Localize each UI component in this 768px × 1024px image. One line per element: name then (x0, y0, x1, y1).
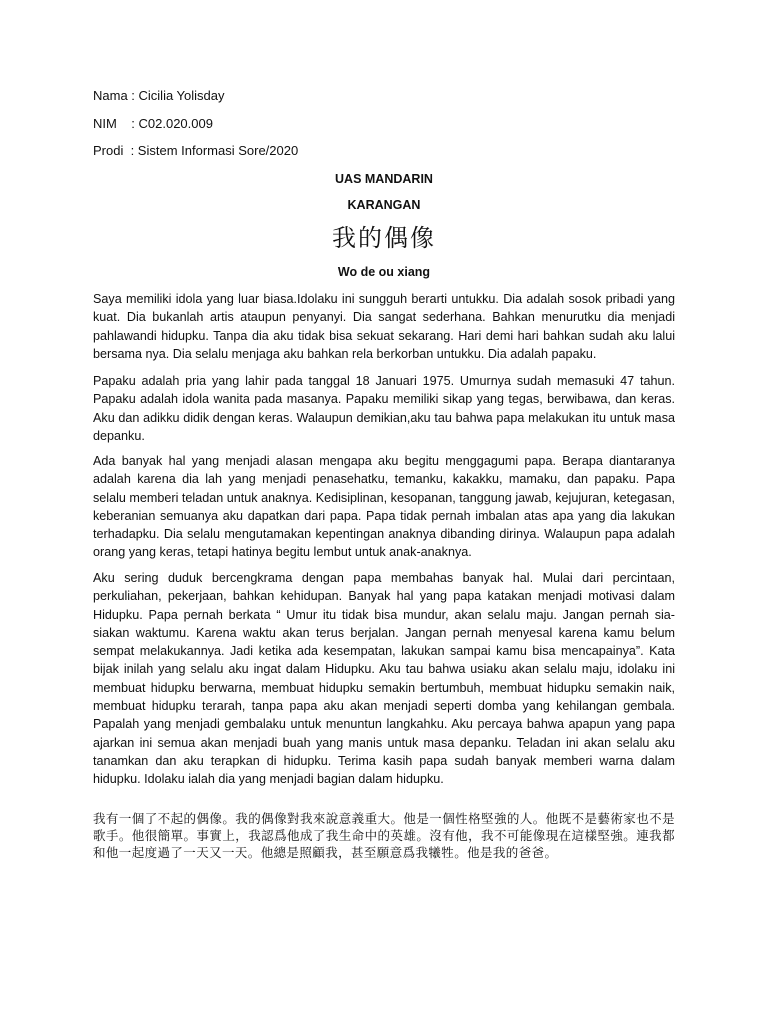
pinyin-title: Wo de ou xiang (337, 265, 431, 279)
student-name: Nama : Cicilia Yolisday (93, 88, 225, 103)
essay-type: KARANGAN (347, 198, 421, 212)
exam-title: UAS MANDARIN (335, 172, 433, 186)
body-paragraph-2: Papaku adalah pria yang lahir pada tanggal 18 Januari 1975. Umurnya sudah memasuki 47 tahun. Papaku adalah idola wanita pada masanya. Papaku memiliki sikap yang tegas, berwibawa, dan keras. Aku dan adikku didik dengan keras. Walaupun demikian,aku tau bahwa papa melakukan itu untuk masa depanku. (93, 374, 675, 443)
student-id: NIM : C02.020.009 (93, 116, 213, 131)
body-paragraph-1: Saya memiliki idola yang luar biasa.Idolaku ini sungguh berarti untukku. Dia adalah sosok pribadi yang kuat. Dia bukanlah artis ataupun penyanyi. Dia sangat sederhana. Bahkan menurutku dia menjadi pahlawandi hidupku. Tanpa dia aku tidak bisa sekuat sekarang. Hari demi hari bahkan sudah aku lalui bersama nya. Dia selalu menjaga aku bahkan rela berkorban untukku. Dia adalah papaku. (93, 292, 675, 361)
chinese-title: 我的偶像 (332, 224, 436, 252)
body-paragraph-3: Ada banyak hal yang menjadi alasan mengapa aku begitu menggagumi papa. Berapa diantaranya adalah karena dia lah yang menjadi penasehatku, temanku, kakakku, mamaku, dan papaku. Papa selalu memberi teladan untuk anaknya. Kedisiplinan, kesopanan, tanggung jawab, kejujuran, ketegasan, keberanian semuanya aku dapatkan dari papa. Papa tidak pernah imbalan atas apa yang dia lakukan terhadapku. Dia selalu mengutamakan kepentingan anaknya dibanding dirinya. Walaupun papa adalah orang yang keras, tetapi hatinya begitu lembut untuk anak-anaknya. (93, 454, 675, 560)
body-paragraph-4: Aku sering duduk bercengkrama dengan papa membahas banyak hal. Mulai dari percintaan, perkuliahan, pekerjaan, bahkan kehidupan. Banyak hal yang papa katakan menjadi motivasi dalam Hidupku. Papa pernah berkata “ Umur itu tidak bisa mundur, akan selalu maju. Jangan pernah sia-siakan waktumu. Karena waktu akan terus berjalan. Jangan pernah menyesal karena kamu belum sempat melakukannya. Jadi ketika ada kesempatan, lakukan sampai kamu bisa mencapainya”. Kata bijak inilah yang selalu aku ingat dalam Hidupku. Aku tau bahwa usiaku akan selalu maju, idolaku ini membuat hidupku berwarna, membuat hidupku semakin bertumbuh, membuat hidupku semakin naik, membuat hidupku terarah, tanpa papa aku akan menjadi seperti domba yang kehilangan gembala. Papalah yang menjadi gembalaku untuk menuntun langkahku. Aku percaya bahwa apapun yang papa ajarkan ini semua akan menjadi buah yang manis untuk masa depanku. Teladan ini akan selalu aku tanamkan dan aku terapkan di hidupku. Terima kasih papa sudah banyak memberi warna dalam hidupku. Idolaku ialah dia yang menjadi bagian dalam hidupku. (93, 571, 675, 787)
chinese-paragraph: 我有一個了不起的偶像。我的偶像對我來說意義重大。他是一個性格堅強的人。他既不是藝術家也不是歌手。他很簡單。事實上，我認爲他成了我生命中的英雄。沒有他，我不可能像現在這樣堅強。連我都和他一起度過了一天又一天。他總是照顧我，甚至願意爲我犧牲。他是我的爸爸。 (93, 811, 675, 861)
study-program: Prodi : Sistem Informasi Sore/2020 (93, 143, 299, 158)
